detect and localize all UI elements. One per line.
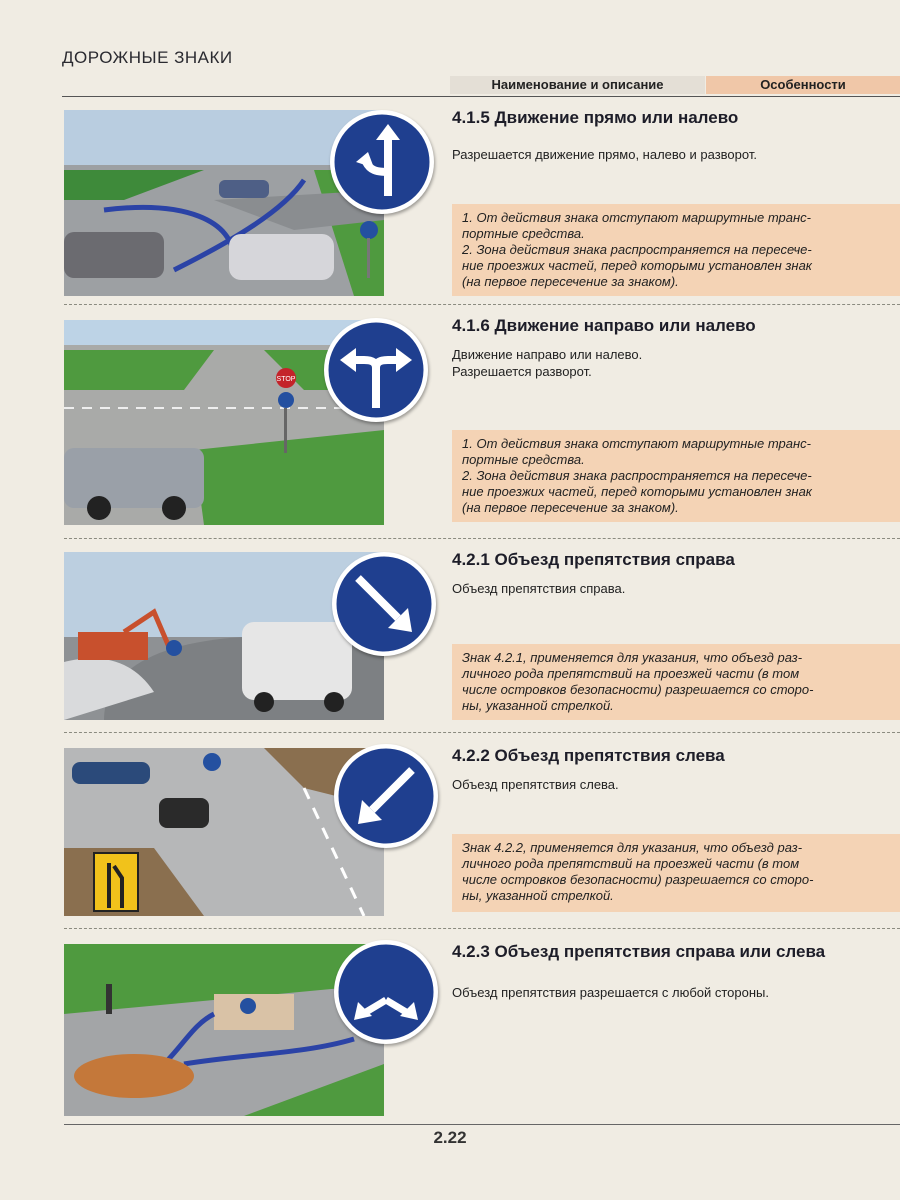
- entry-divider: [64, 538, 900, 539]
- entry-note-4-1-5: 1. От действия знака отступают маршрутные транс- портные средства. 2. Зона действия знака распространяется на пересече- ние проезжих частей, перед которыми установлен знак (на первое пересечение за знаком).: [452, 204, 900, 296]
- entry-description-4-2-2: Объезд препятствия слева.: [452, 777, 619, 792]
- column-header-features: Особенности: [706, 76, 900, 94]
- pass-right-arrow-sign-icon: [332, 552, 436, 656]
- entry-divider: [64, 732, 900, 733]
- straight-or-left-arrow-sign-icon: [330, 110, 434, 214]
- entry-title-4-2-1: 4.2.1 Объезд препятствия справа: [452, 550, 735, 569]
- entry-title-4-2-2: 4.2.2 Объезд препятствия слева: [452, 746, 725, 765]
- section-title: ДОРОЖНЫЕ ЗНАКИ: [62, 48, 233, 67]
- header-divider: [62, 96, 900, 97]
- entry-divider: [64, 304, 900, 305]
- page-number: 2.22: [433, 1128, 467, 1147]
- entry-description-4-2-1: Объезд препятствия справа.: [452, 581, 626, 596]
- column-header-name: Наименование и описание: [450, 76, 705, 94]
- entry-title-4-2-3: 4.2.3 Объезд препятствия справа или слева: [452, 942, 826, 961]
- right-or-left-arrow-sign-icon: [324, 318, 428, 422]
- entry-note-4-2-1: Знак 4.2.1, применяется для указания, что объезд раз- личного рода препятствий на проезжей части (в том числе островков безопасности) разрешается со сторо- ны, указанной стрелкой.: [452, 644, 900, 720]
- entry-title-4-1-6: 4.1.6 Движение направо или налево: [452, 316, 756, 335]
- pass-left-arrow-sign-icon: [334, 744, 438, 848]
- entry-title-4-1-5: 4.1.5 Движение прямо или налево: [452, 108, 739, 127]
- entry-divider: [64, 928, 900, 929]
- stop-sign-label: STOP: [276, 376, 296, 383]
- entry-description-4-2-3: Объезд препятствия разрешается с любой стороны.: [452, 985, 770, 1000]
- entry-note-4-1-6: 1. От действия знака отступают маршрутные транс- портные средства. 2. Зона действия знака распространяется на пересече- ние проезжих частей, перед которыми установлен знак (на первое пересечение за знаком).: [452, 430, 900, 522]
- entry-description-4-1-5: Разрешается движение прямо, налево и разворот.: [452, 147, 757, 162]
- entry-description-4-1-6: Движение направо или налево. Разрешается разворот.: [452, 347, 643, 379]
- footer-divider: [64, 1124, 900, 1125]
- entry-note-4-2-2: Знак 4.2.2, применяется для указания, что объезд раз- личного рода препятствий на проезжей части (в том числе островков безопасности) разрешается со сторо- ны, указанной стрелкой.: [452, 834, 900, 912]
- pass-right-or-left-arrow-sign-icon: [334, 940, 438, 1044]
